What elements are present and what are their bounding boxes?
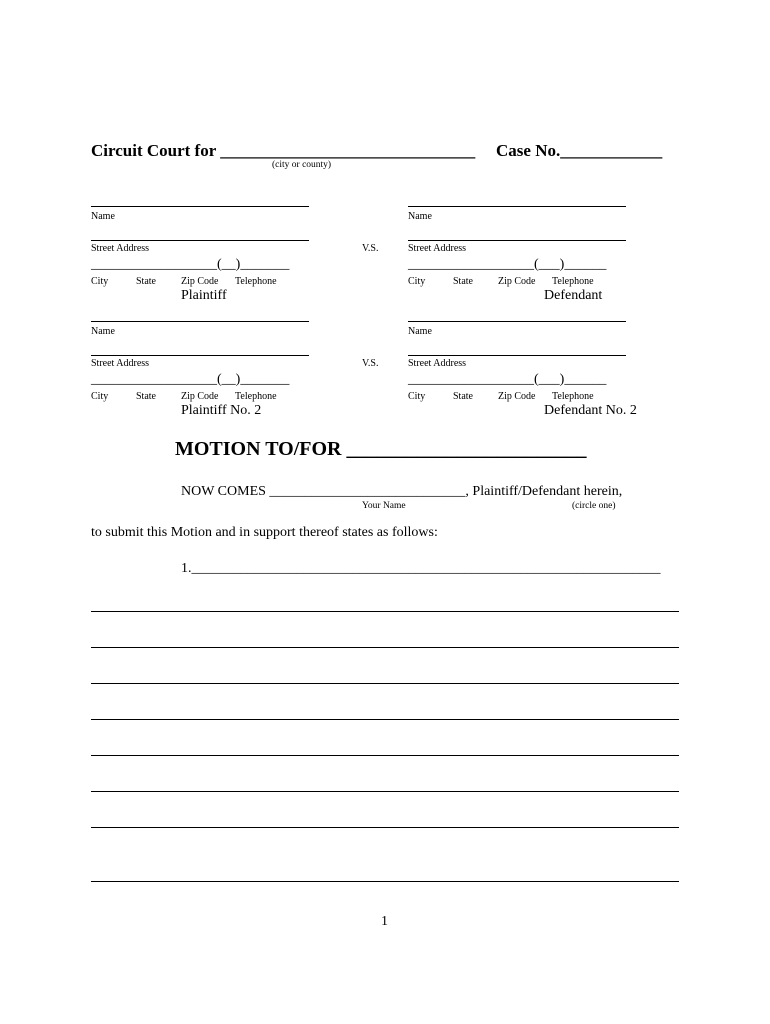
plaintiff-label: Plaintiff (181, 288, 227, 303)
writing-line[interactable] (91, 791, 679, 792)
plaintiff2-city-phone-line[interactable]: __________________(__)_______ (91, 372, 290, 387)
writing-line[interactable] (91, 611, 679, 612)
defendant2-state-label: State (453, 391, 473, 402)
your-name-hint: Your Name (362, 501, 406, 511)
plaintiff2-name-label: Name (91, 326, 115, 337)
plaintiff-city-label: City (91, 276, 109, 287)
plaintiff-name-line[interactable] (91, 206, 309, 207)
page-number: 1 (381, 914, 388, 929)
defendant-city-phone-line[interactable]: __________________(___)______ (408, 257, 607, 272)
defendant2-city-label: City (408, 391, 426, 402)
plaintiff-zip-label: Zip Code (181, 276, 219, 287)
plaintiff2-label: Plaintiff No. 2 (181, 403, 262, 418)
defendant2-street-line[interactable] (408, 355, 626, 356)
writing-line[interactable] (91, 647, 679, 648)
defendant2-name-line[interactable] (408, 321, 626, 322)
defendant-name-label: Name (408, 211, 432, 222)
defendant2-city-phone-line[interactable]: __________________(___)______ (408, 372, 607, 387)
defendant2-name-label: Name (408, 326, 432, 337)
plaintiff2-name-line[interactable] (91, 321, 309, 322)
defendant-name-line[interactable] (408, 206, 626, 207)
writing-line[interactable] (91, 881, 679, 882)
court-hint: (city or county) (272, 160, 332, 170)
plaintiff2-state-label: State (136, 391, 156, 402)
plaintiff-city-phone-line[interactable]: __________________(__)_______ (91, 257, 290, 272)
writing-line[interactable] (91, 755, 679, 756)
vs-label: V.S. (362, 243, 379, 254)
plaintiff-name-label: Name (91, 211, 115, 222)
defendant-state-label: State (453, 276, 473, 287)
defendant-label: Defendant (544, 288, 603, 303)
plaintiff2-city-label: City (91, 391, 109, 402)
circle-one-hint: (circle one) (572, 501, 616, 511)
now-comes-line: NOW COMES ____________________________, Plaintiff/Defendant herein, (181, 484, 623, 499)
plaintiff2-street-label: Street Address (91, 358, 150, 369)
vs-label-2: V.S. (362, 358, 379, 369)
defendant2-zip-label: Zip Code (498, 391, 536, 402)
writing-line[interactable] (91, 827, 679, 828)
defendant-street-label: Street Address (408, 243, 467, 254)
defendant-telephone-label: Telephone (552, 276, 594, 287)
motion-title: MOTION TO/FOR ________________________ (175, 438, 587, 460)
defendant2-label: Defendant No. 2 (544, 403, 637, 418)
item-1-line[interactable]: 1.___________________________________________________________________ (181, 561, 661, 576)
plaintiff-street-label: Street Address (91, 243, 150, 254)
defendant-city-label: City (408, 276, 426, 287)
defendant-zip-label: Zip Code (498, 276, 536, 287)
defendant-street-line[interactable] (408, 240, 626, 241)
plaintiff2-zip-label: Zip Code (181, 391, 219, 402)
writing-line[interactable] (91, 719, 679, 720)
case-number-label: Case No.____________ (496, 141, 663, 160)
court-label: Circuit Court for ______________________________ (91, 141, 476, 160)
defendant2-telephone-label: Telephone (552, 391, 594, 402)
plaintiff-state-label: State (136, 276, 156, 287)
defendant2-street-label: Street Address (408, 358, 467, 369)
plaintiff2-street-line[interactable] (91, 355, 309, 356)
submit-statement: to submit this Motion and in support thereof states as follows: (91, 525, 438, 540)
plaintiff-street-line[interactable] (91, 240, 309, 241)
plaintiff2-telephone-label: Telephone (235, 391, 277, 402)
writing-line[interactable] (91, 683, 679, 684)
plaintiff-telephone-label: Telephone (235, 276, 277, 287)
